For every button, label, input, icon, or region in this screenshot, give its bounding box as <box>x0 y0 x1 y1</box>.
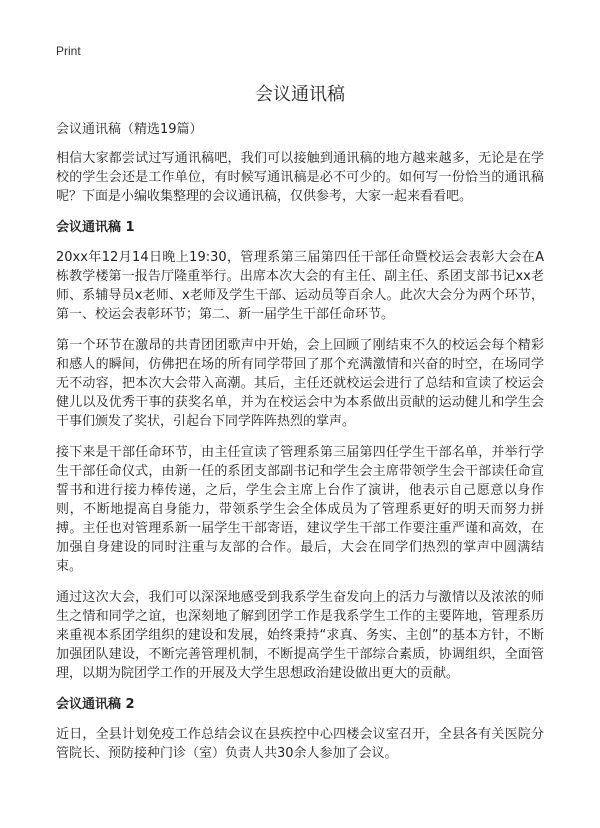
section-paragraph: 20xx年12月14日晚上19:30，管理系第三届第四任干部任命暨校运会表彰大会在A栋教学楼第一报告厅隆重举行。出席本次大会的有主任、副主任、系团支部书记xx老师、系辅导员x老师、x老师及学生干部、运动员等百余人。此次大会分为两个环节，第一、校运会表彰环节；第二、新一届学生干部任命环节。 <box>56 250 544 322</box>
article-subtitle: 会议通讯稿（精选19篇） <box>56 122 203 137</box>
section-1 <box>56 218 544 683</box>
section-paragraph: 通过这次大会，我们可以深深地感受到我系学生奋发向上的活力与激情以及浓浓的师生之情和同学之谊，也深刻地了解到团学工作是我系学生工作的主要阵地，管理系历来重视本系团学组织的建设和发展，始终秉持“求真、务实、主创”的基本方针，不断加强团队建设，不断完善管理机制，不断提高学生干部综合素质，协调组织，全面管理，以期为院团学工作的开展及大学生思想政治建设做出更大的贡献。 <box>56 590 544 681</box>
section-paragraph: 第一个环节在激昂的共青团团歌声中开始，会上回顾了刚结束不久的校运会每个精彩和感人的瞬间，仿佛把在场的所有同学带回了那个充满激情和兴奋的时空，在场同学无不动容，把本次大会带入高潮。其后，主任还就校运会进行了总结和宣读了校运会健儿以及优秀干事的获奖名单，并为在校运会中为本系做出贡献的运动健儿和学生会干事们颁发了奖状，引起台下同学阵阵热烈的掌声。 <box>56 338 544 429</box>
section-paragraph: 近日，全县计划免疫工作总结会议在县疾控中心四楼会议室召开，全县各有关医院分管院长、预防接种门诊（室）负责人共30余人参加了会议。 <box>56 727 544 761</box>
section-2 <box>56 695 544 763</box>
print-link[interactable]: Print <box>56 44 81 58</box>
page-title: 会议通讯稿 <box>255 84 345 105</box>
section-heading: 会议通讯稿 2 <box>56 697 135 712</box>
section-paragraph: 接下来是干部任命环节，由主任宣读了管理系第三届第四任学生干部名单，并举行学生干部任命仪式，由新一任的系团支部副书记和学生会主席带领学生会干部读任命宣誓书和进行接力棒传递，之后，学生会主席上台作了演讲，他表示自己愿意以身作则，不断地提高自身能力，带领系学生会全体成员为了管理系更好的明天而努力拼搏。主任也对管理系新一届学生干部寄语，建议学生干部工作要注重严谨和高效，在加强自身建设的同时注重与友部的合作。最后，大会在同学们热烈的掌声中圆满结束。 <box>56 445 544 574</box>
article-body <box>56 120 544 775</box>
intro-paragraph: 相信大家都尝试过写通讯稿吧，我们可以接触到通讯稿的地方越来越多，无论是在学校的学生会还是工作单位，有时候写通讯稿是必不可少的。如何写一份恰当的通讯稿呢？下面是小编收集整理的会议通讯稿，仅供参考，大家一起来看看吧。 <box>56 151 544 204</box>
section-heading: 会议通讯稿 1 <box>56 220 135 235</box>
